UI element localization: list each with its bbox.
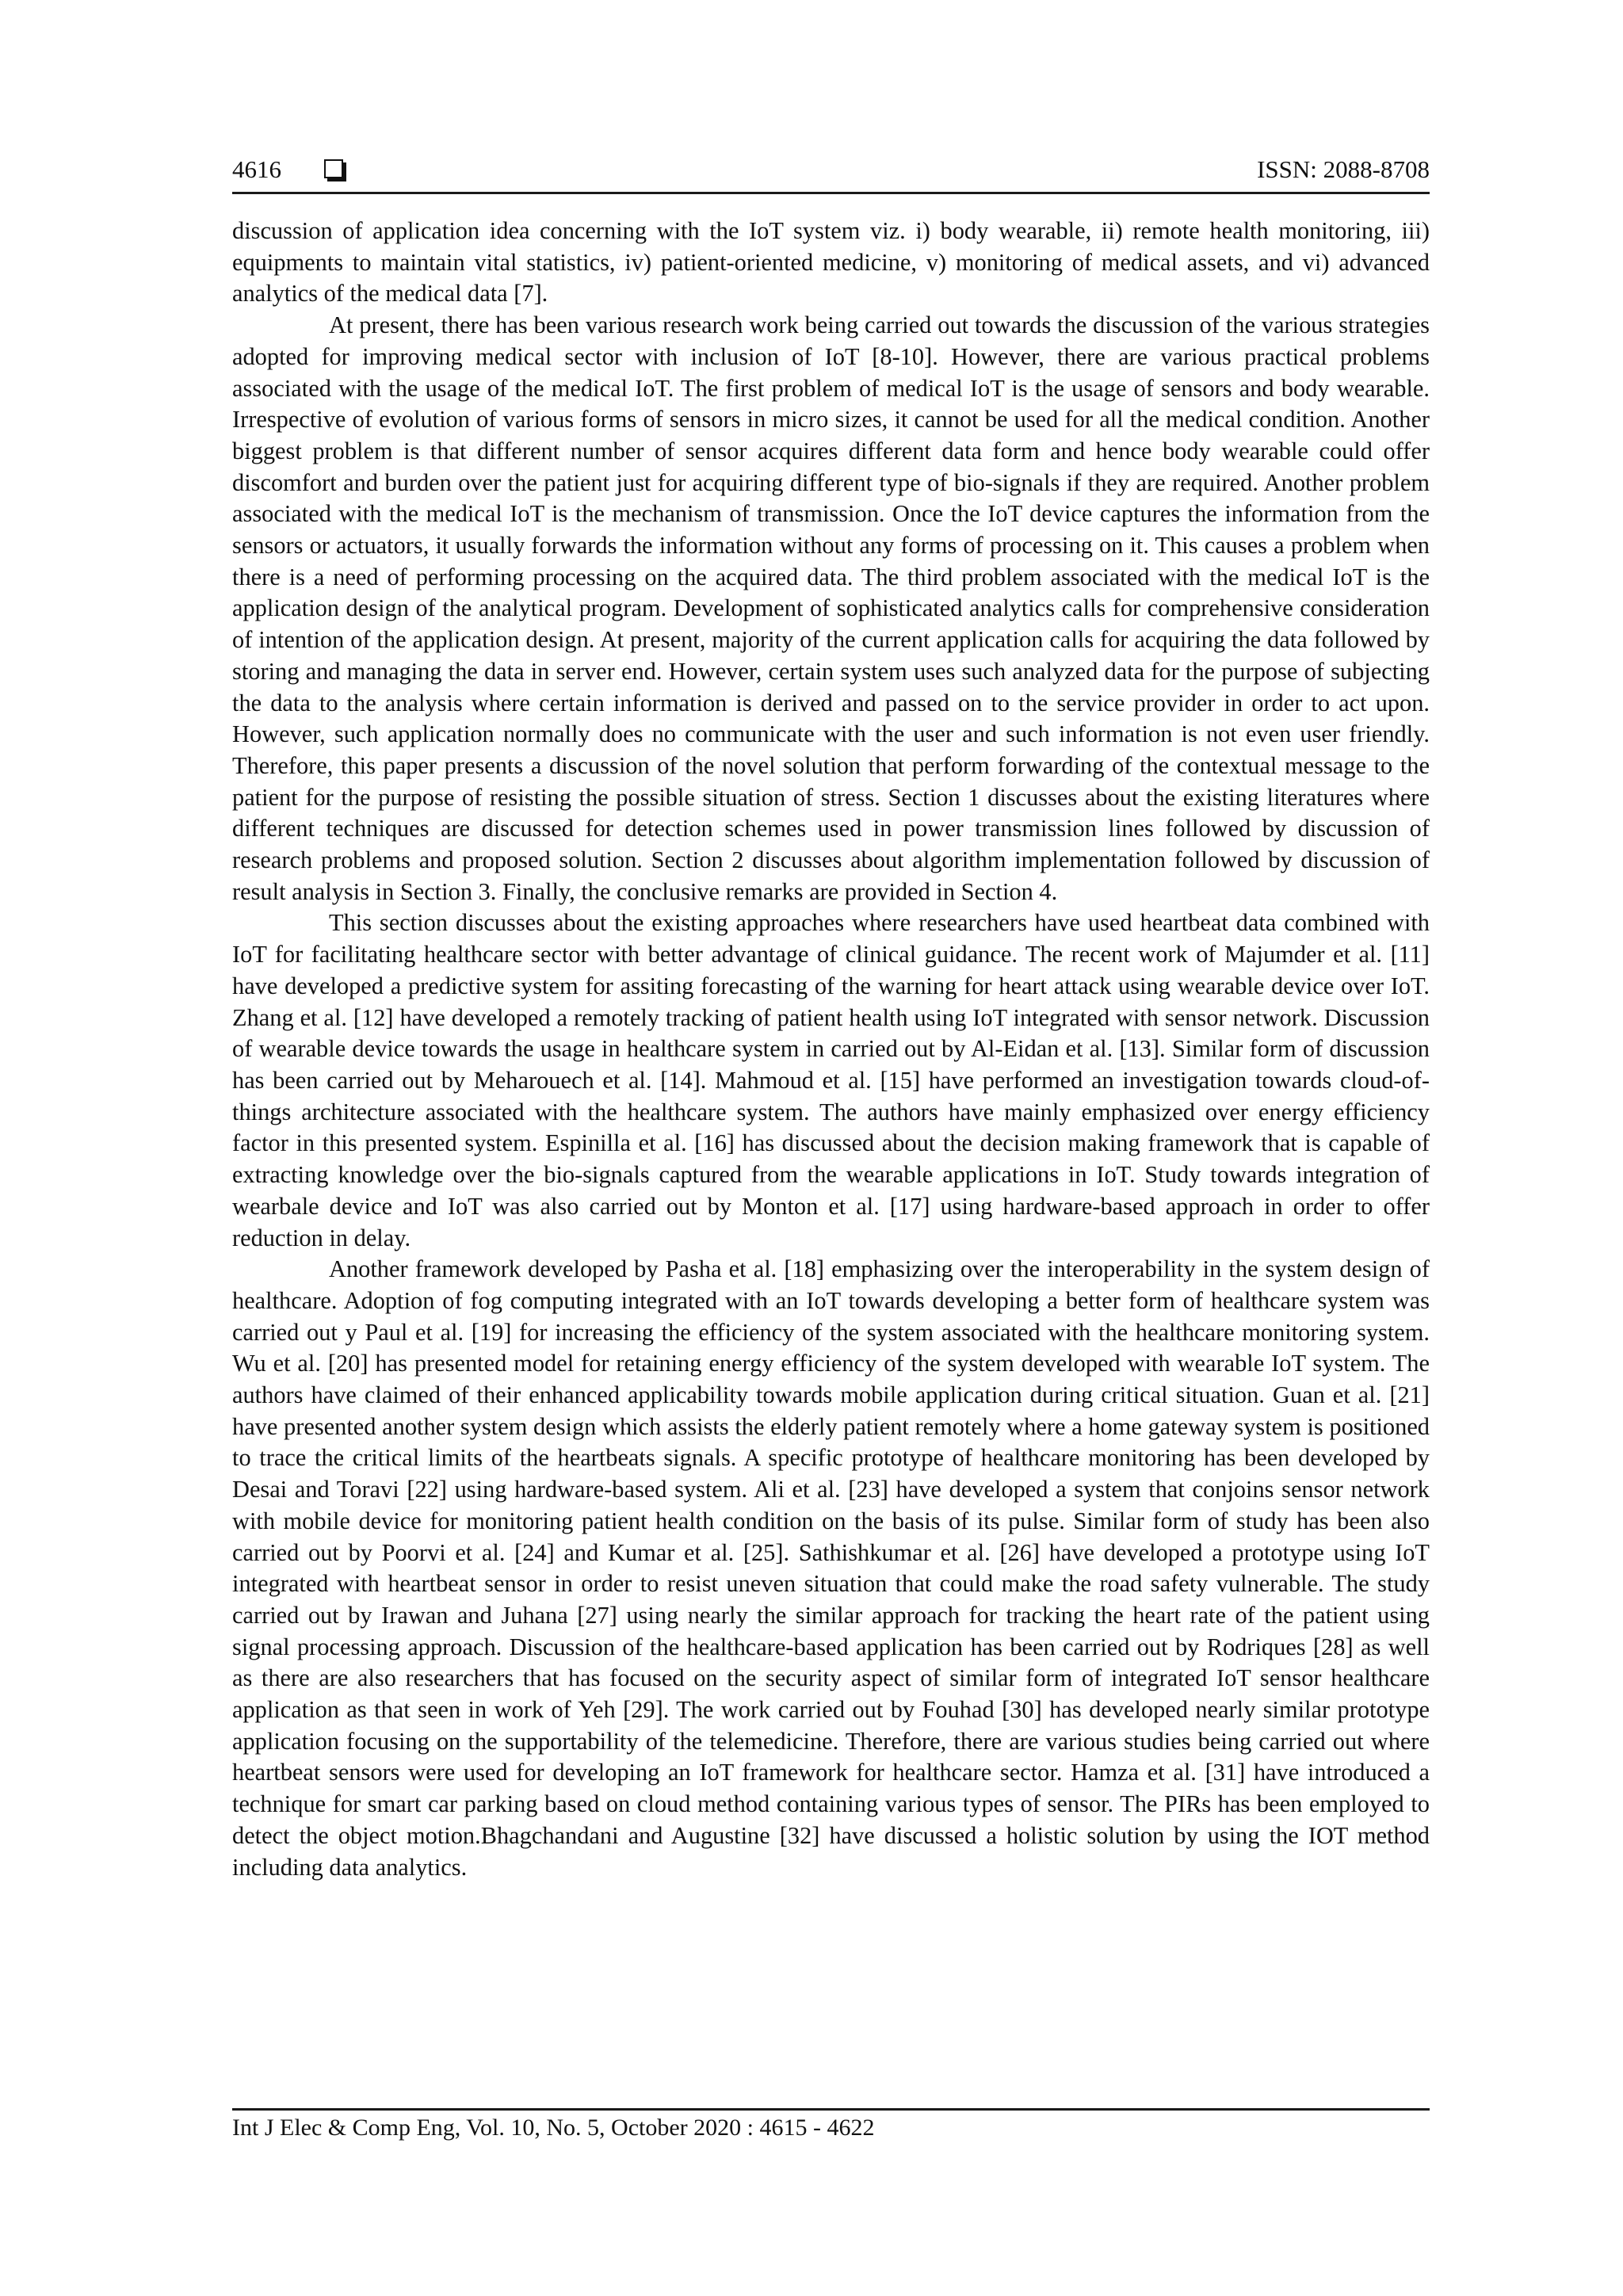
article-body	[232, 216, 1430, 1883]
paragraph-existing-approaches: This section discusses about the existing approaches where researchers have used heartbeat data combined with IoT for facilitating healthcare sector with better advantage of clinical guidance. The recent work of Majumder et al. [11] have developed a predictive system for assiting forecasting of the warning for heart attack using wearable device over IoT. Zhang et al. [12] have developed a remotely tracking of patient health using IoT integrated with sensor network. Discussion of wearable device towards the usage in healthcare system in carried out by Al-Eidan et al. [13]. Similar form of discussion has been carried out by Meharouech et al. [14]. Mahmoud et al. [15] have performed an investigation towards cloud-of-things architecture associated with the healthcare system. The authors have mainly emphasized over energy efficiency factor in this presented system. Espinilla et al. [16] has discussed about the decision making framework that is capable of extracting knowledge over the bio-signals captured from the wearable applications in IoT. Study towards integration of wearbale device and IoT was also carried out by Monton et al. [17] using hardware-based approach in order to offer reduction in delay.	[232, 909, 1430, 1251]
issn-label: ISSN: 2088-8708	[1257, 155, 1430, 183]
paragraph-problems: At present, there has been various research work being carried out towards the discussion of the various strategies adopted for improving medical sector with inclusion of IoT [8-10]. However, there are various practical problems associated with the usage of the medical IoT. The first problem of medical IoT is the usage of sensors and body wearable. Irrespective of evolution of various forms of sensors in micro sizes, it cannot be used for all the medical condition. Another biggest problem is that different number of sensor acquires different data form and hence body wearable could offer discomfort and burden over the patient just for acquiring different type of bio-signals if they are required. Another problem associated with the medical IoT is the mechanism of transmission. Once the IoT device captures the information from the sensors or actuators, it usually forwards the information without any forms of processing on it. This causes a problem when there is a need of performing processing on the acquired data. The third problem associated with the medical IoT is the application design of the analytical program. Development of sophisticated analytics calls for comprehensive consideration of intention of the application design. At present, majority of the current application calls for acquiring the data followed by storing and managing the data in server end. However, certain system uses such analyzed data for the purpose of subjecting the data to the analysis where certain information is derived and passed on to the service provider in order to act upon. However, such application normally does no communicate with the user and such information is not even user friendly. Therefore, this paper presents a discussion of the novel solution that perform forwarding of the contextual message to the patient for the purpose of resisting the possible situation of stress. Section 1 discusses about the existing literatures where different techniques are discussed for detection schemes used in power transmission lines followed by discussion of research problems and proposed solution. Section 2 discusses about algorithm implementation followed by discussion of result analysis in Section 3. Finally, the conclusive remarks are provided in Section 4.	[232, 311, 1430, 905]
footer-divider	[232, 2108, 1430, 2111]
checkbox-square-icon	[324, 159, 343, 178]
paragraph-continuation: discussion of application idea concerning with the IoT system viz. i) body wearable, ii) remote health monitoring, iii) equipments to maintain vital statistics, iv) patient-oriented medicine, v) monitoring of medical assets, and vi) advanced analytics of the medical data [7].	[232, 217, 1430, 308]
page-number: 4616	[232, 155, 281, 183]
page-header	[232, 152, 1430, 194]
journal-citation: Int J Elec & Comp Eng, Vol. 10, No. 5, October 2020 : 4615 - 4622	[232, 2115, 875, 2141]
paragraph-other-frameworks: Another framework developed by Pasha et al. [18] emphasizing over the interoperability in the system design of healthcare. Adoption of fog computing integrated with an IoT towards developing a better form of healthcare system was carried out y Paul et al. [19] for increasing the efficiency of the system associated with the healthcare monitoring system. Wu et al. [20] has presented model for retaining energy efficiency of the system developed with wearable IoT system. The authors have claimed of their enhanced applicability towards mobile application during critical situation. Guan et al. [21] have presented another system design which assists the elderly patient remotely where a home gateway system is positioned to trace the critical limits of the heartbeats signals. A specific prototype of healthcare monitoring has been developed by Desai and Toravi [22] using hardware-based system. Ali et al. [23] have developed a system that conjoins sensor network with mobile device for monitoring patient health condition on the basis of its pulse. Similar form of study has been also carried out by Poorvi et al. [24] and Kumar et al. [25]. Sathishkumar et al. [26] have developed a prototype using IoT integrated with heartbeat sensor in order to resist uneven situation that could make the road safety vulnerable. The study carried out by Irawan and Juhana [27] using nearly the similar approach for tracking the heart rate of the patient using signal processing approach. Discussion of the healthcare-based application has been carried out by Rodriques [28] as well as there are also researchers that has focused on the security aspect of similar form of integrated IoT sensor healthcare application as that seen in work of Yeh [29]. The work carried out by Fouhad [30] has developed nearly similar prototype application focusing on the supportability of the telemedicine. Therefore, there are various studies being carried out where heartbeat sensors were used for developing an IoT framework for healthcare sector. Hamza et al. [31] have introduced a technique for smart car parking based on cloud method containing various types of sensor. The PIRs has been employed to detect the object motion.Bhagchandani and Augustine [32] have discussed a holistic solution by using the IOT method including data analytics.	[232, 1255, 1430, 1881]
